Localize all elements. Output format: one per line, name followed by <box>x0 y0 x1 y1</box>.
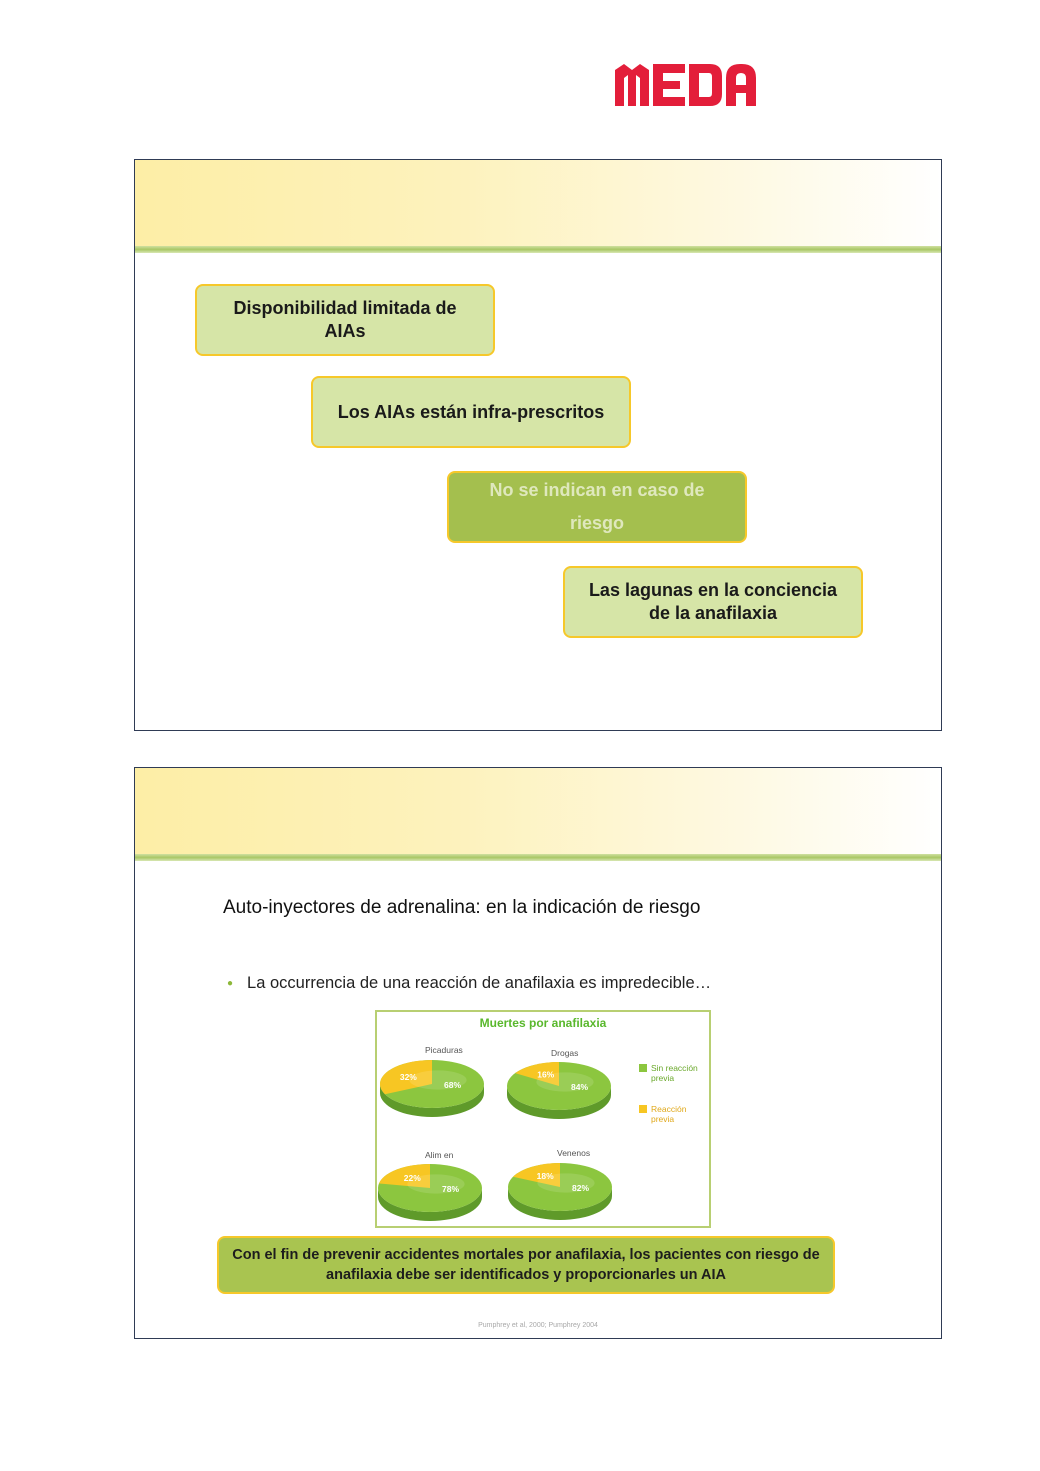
bullet-text: La occurrencia de una reacción de anafilaxia es impredecible… <box>247 974 712 992</box>
box-text: Las lagunas en la conciencia de la anafilaxia <box>588 580 838 623</box>
pie-pct-reaccion-alimentos: 22% <box>403 1172 421 1183</box>
legend-sin-reaccion <box>639 1063 701 1083</box>
box-text: Los AIAs están infra-prescritos <box>337 401 605 422</box>
anaphylaxis-deaths-chart <box>375 1010 711 1228</box>
header-divider <box>135 246 941 253</box>
meda-logo <box>612 62 758 108</box>
pie-pct-sin-reaccion-venenos: 82% <box>572 1183 590 1193</box>
box-not-indicated <box>447 471 747 543</box>
pie-label-picaduras: Picaduras <box>425 1045 463 1055</box>
header-divider <box>135 854 941 861</box>
pie-pct-reaccion-picaduras: 32% <box>399 1071 417 1082</box>
pie-label-venenos: Venenos <box>557 1148 591 1158</box>
header-band <box>135 160 941 248</box>
pies-area <box>377 1012 627 1226</box>
pie-pct-sin-reaccion-alimentos: 78% <box>442 1184 460 1194</box>
legend-swatch-green <box>639 1064 647 1072</box>
box-under-prescribed <box>311 376 631 448</box>
box-text: No se indican en caso de riesgo <box>489 480 705 533</box>
bullet-item <box>227 974 711 993</box>
pie-pct-sin-reaccion-picaduras: 68% <box>444 1080 462 1090</box>
legend-text: Sin reacción previa <box>651 1063 698 1083</box>
conclusion-text: Con el fin de prevenir accidentes mortales por anafilaxia, los pacientes con riesgo de anafilaxia debe ser identificados y proporcionarles un AIA <box>232 1247 820 1283</box>
pie-pct-reaccion-venenos: 18% <box>536 1170 554 1181</box>
header-band <box>135 768 941 856</box>
pie-pct-sin-reaccion-drogas: 84% <box>571 1082 589 1092</box>
box-awareness-gaps <box>563 566 863 638</box>
legend-text: Reacción previa <box>651 1104 687 1124</box>
chart-title: Muertes por anafilaxia <box>479 1016 607 1030</box>
legend-swatch-yellow <box>639 1105 647 1113</box>
box-limited-availability <box>195 284 495 356</box>
bullet-dot-icon: ● <box>227 978 234 989</box>
slide-title: Auto-inyectores de adrenalina: en la indicación de riesgo <box>223 897 701 918</box>
pie-label-drogas: Drogas <box>551 1048 579 1058</box>
slide-auto-injectors <box>134 767 942 1339</box>
pie-label-alimentos: Alim en <box>425 1150 454 1160</box>
conclusion-box <box>217 1236 835 1294</box>
box-text: Disponibilidad limitada de AIAs <box>233 298 457 341</box>
slide-barriers <box>134 159 942 731</box>
source-citation: Pumphrey et al, 2000; Pumphrey 2004 <box>478 1322 598 1329</box>
pie-pct-reaccion-drogas: 16% <box>537 1069 555 1080</box>
legend-reaccion <box>639 1104 701 1124</box>
